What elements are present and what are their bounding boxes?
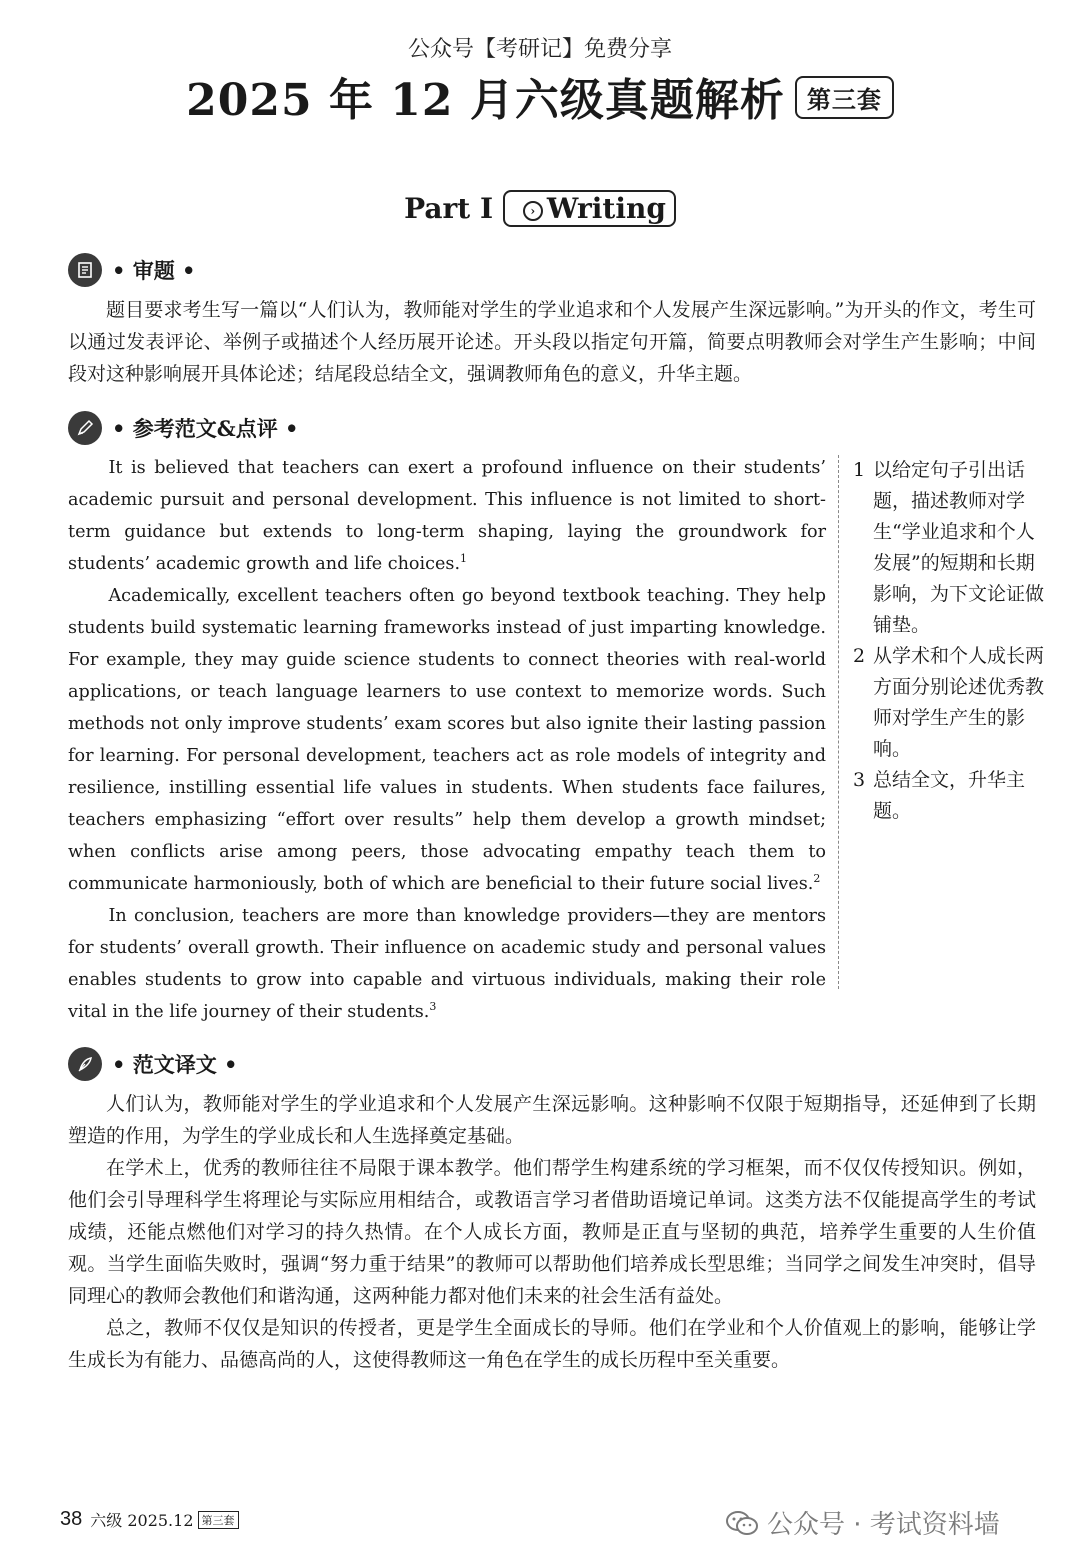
review-icon	[68, 253, 102, 287]
note-mark: 3	[429, 1000, 437, 1014]
set-badge: 第三套	[795, 76, 894, 119]
page-number: 38	[60, 1508, 83, 1530]
side-note: 1 以给定句子引出话题，描述教师对学生“学业追求和个人发展”的短期和长期影响，为下文论证做铺垫。	[853, 459, 1045, 636]
footer-exam: 六级 2025.12	[90, 1511, 194, 1530]
review-text: 题目要求考生写一篇以“人们认为，教师能对学生的学业追求和个人发展产生深远影响。”为开头的作文，考生可以通过发表评论、举例子或描述个人经历展开论述。开头段以指定句开篇，简要点明教师会对学生产生影响；中间段对这种影响展开具体论述；结尾段总结全文，强调教师角色的意义，升华主题。	[68, 299, 1036, 385]
wechat-icon	[725, 1510, 759, 1536]
section-title: • 范文译文 •	[112, 1052, 238, 1077]
part-title	[0, 190, 1080, 227]
page-title	[0, 64, 1080, 128]
section-heading-review	[68, 252, 195, 288]
essay-paragraph: Academically, excellent teachers often go beyond textbook teaching. They help students build systematic learning frameworks instead of just imparting knowledge. For example, they may guide science students to connect theories with real-world applications, or teach language learners to use context to memorize words. Such methods not only improve students’ exam scores but also ignite their lasting passion for learning. For personal development, teachers act as role models of integrity and resilience, instilling essential life values in students. When students face failures, teachers emphasizing “effort over results” help them develop a growth mindset; when conflicts arise among peers, those advocating empathy teach them to communicate harmoniously, both of which are beneficial to their future social lives.$^2$	[68, 586, 826, 894]
pen-icon	[68, 411, 102, 445]
part-label: Part I	[404, 192, 494, 225]
title-text: 2025 年 12 月六级真题解析	[186, 75, 785, 126]
essay-paragraph: It is believed that teachers can exert a profound influence on their students’ academic pursuit and personal development. This influence is not limited to short-term guidance but extends to long-term shaping, laying the groundwork for students’ academic growth and life choices.$^1$	[68, 458, 826, 574]
footer-set-badge: 第三套	[198, 1511, 239, 1529]
translation-paragraph: 总之，教师不仅仅是知识的传授者，更是学生全面成长的导师。他们在学业和个人价值观上的影响，能够让学生成长为有能力、品德高尚的人，这使得教师这一角色在学生的成长历程中至关重要。	[68, 1317, 1036, 1371]
section-heading-translation	[68, 1046, 237, 1082]
part-name-box	[503, 190, 676, 227]
note-mark: 2	[813, 872, 821, 886]
section-title: • 审题 •	[112, 258, 196, 283]
page-footer	[60, 1508, 239, 1531]
translation-paragraph: 人们认为，教师能对学生的学业追求和个人发展产生深远影响。这种影响不仅限于短期指导，还延伸到了长期塑造的作用，为学生的学业成长和人生选择奠定基础。	[68, 1093, 1036, 1147]
side-note: 2 从学术和个人成长两方面分别论述优秀教师对学生产生的影响。	[853, 645, 1045, 760]
feather-icon	[68, 1047, 102, 1081]
section-heading-essay	[68, 410, 298, 446]
note-mark: 1	[460, 552, 468, 566]
side-notes	[838, 455, 1053, 989]
top-note: 公众号【考研记】免费分享	[407, 37, 672, 62]
side-note: 3 总结全文，升华主题。	[853, 769, 1026, 822]
essay-body	[68, 452, 826, 1028]
part-name: Writing	[546, 192, 666, 225]
essay-paragraph: In conclusion, teachers are more than knowledge providers—they are mentors for students’ overall growth. Their influence on academic study and personal values enables students to grow into capable and virtuous individuals, making their role vital in the life journey of their students.$^3$	[68, 906, 826, 1022]
section-title: • 参考范文&点评 •	[112, 416, 299, 441]
translation-body	[68, 1088, 1036, 1376]
review-body	[68, 294, 1036, 390]
watermark	[725, 1504, 1000, 1541]
arrow-icon: ›	[523, 201, 543, 221]
translation-paragraph: 在学术上，优秀的教师往往不局限于课本教学。他们帮学生构建系统的学习框架，而不仅仅传授知识。例如，他们会引导理科学生将理论与实际应用相结合，或教语言学习者借助语境记单词。这类方法不仅能提高学生的考试成绩，还能点燃他们对学习的持久热情。在个人成长方面，教师是正直与坚韧的典范，培养学生重要的人生价值观。当学生面临失败时，强调“努力重于结果”的教师可以帮助他们培养成长型思维；当同学之间发生冲突时，倡导同理心的教师会教他们和谐沟通，这两种能力都对他们未来的社会生活有益处。	[68, 1157, 1036, 1307]
watermark-text: 公众号 · 考试资料墙	[767, 1510, 1000, 1540]
